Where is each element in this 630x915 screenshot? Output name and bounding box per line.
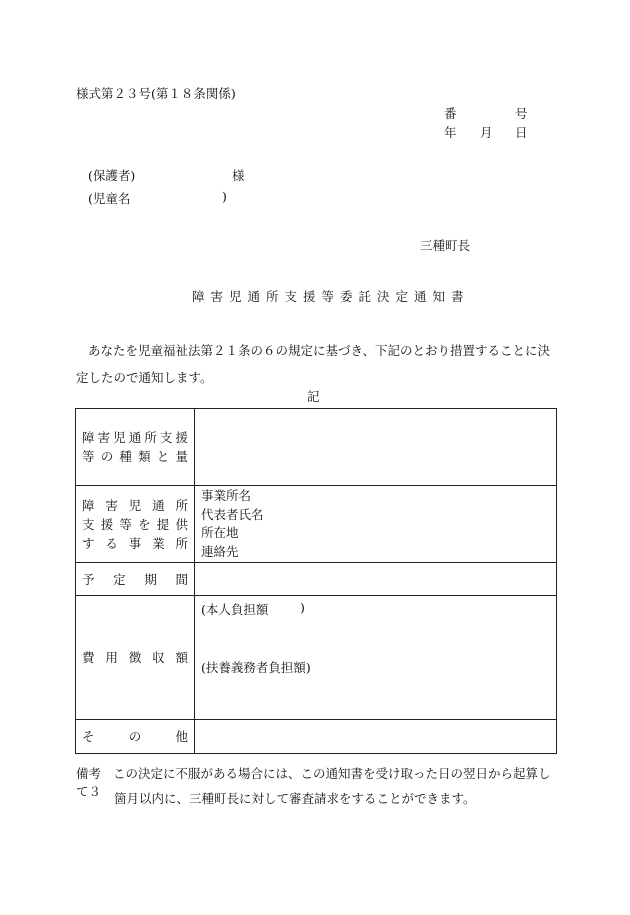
document-title: 障害児通所支援等委託決定通知書	[192, 289, 470, 304]
service-type-label-line2: 等の種類と量	[82, 449, 188, 464]
self-burden-close: )	[300, 600, 305, 615]
schedule-value-cell	[195, 563, 557, 596]
child-name-label: (児童名	[88, 191, 131, 206]
schedule-label: 予定期間	[82, 571, 188, 587]
remarks-text-line2: 箇月以内に、三種町長に対して審査請求をすることができます。	[114, 791, 476, 806]
date-month: 月	[480, 125, 493, 140]
body-paragraph: あなたを児童福祉法第２１条の６の規定に基づき、下記のとおり措置することに決定したので通知します。	[76, 343, 551, 385]
service-type-label-line1: 障害児通所支援	[82, 430, 188, 445]
remarks-text-line1: この決定に不服がある場合には、この通知書を受け取った日の翌日から起算して３	[76, 766, 551, 799]
ki-heading: 記	[307, 389, 320, 404]
other-label: その他	[82, 729, 188, 744]
provider-contact-field: 連絡先	[201, 543, 239, 559]
fee-label-cell	[76, 596, 195, 720]
service-type-label-cell	[76, 409, 195, 486]
date-year: 年	[444, 125, 457, 140]
service-type-value-cell	[195, 409, 557, 486]
guardian-honorific: 様	[232, 168, 245, 183]
provider-label-cell	[76, 486, 195, 563]
provider-label-line1: 障害児通所	[82, 497, 188, 513]
child-name-close: )	[222, 189, 227, 204]
date-day: 日	[515, 125, 528, 140]
guardian-label: (保護者)	[88, 168, 136, 183]
provider-label-line2: 支援等を提供	[82, 516, 188, 532]
other-label-cell	[76, 720, 195, 754]
form-number: 様式第２３号(第１８条関係)	[76, 86, 236, 101]
fee-label: 費用徴収額	[82, 650, 188, 665]
provider-label-line3: する事業所	[82, 535, 188, 551]
guardian-burden-label: (扶養義務者負担額)	[201, 660, 311, 675]
provider-name-field: 事業所名	[201, 488, 252, 503]
self-burden-label: (本人負担額	[201, 602, 269, 617]
fee-value-cell	[195, 596, 557, 720]
provider-value-cell	[195, 486, 557, 563]
schedule-label-cell	[76, 563, 195, 596]
details-table	[75, 408, 557, 754]
document-number-suffix: 号	[515, 106, 528, 121]
other-value-cell	[195, 720, 557, 754]
document-number-label: 番	[444, 106, 457, 121]
provider-representative-field: 代表者氏名	[201, 506, 264, 522]
remarks-label: 備考	[76, 766, 102, 781]
provider-address-field: 所在地	[201, 525, 239, 540]
issuer-name: 三種町長	[420, 238, 471, 253]
